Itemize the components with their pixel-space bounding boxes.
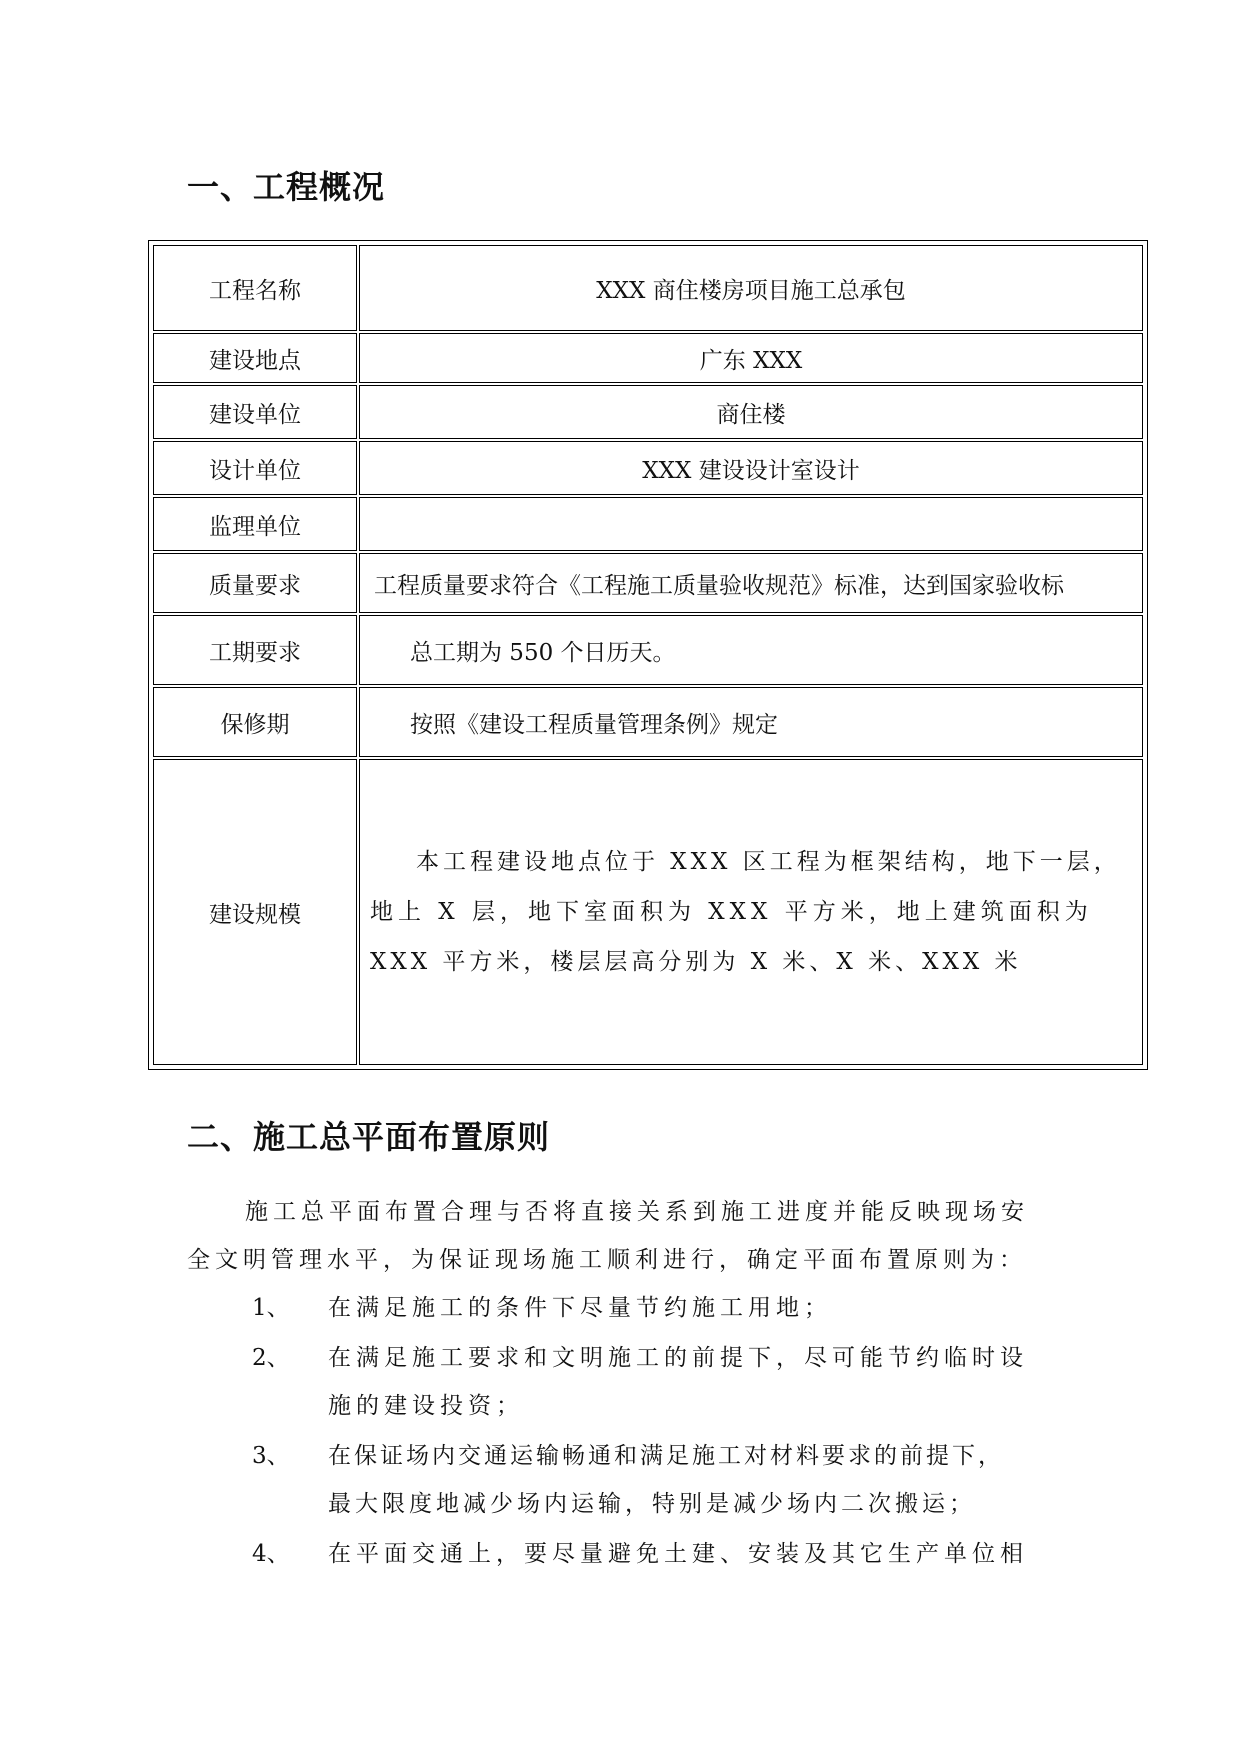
- label-supervisor: 监理单位: [153, 497, 357, 551]
- list-number-1: 1、: [252, 1295, 290, 1321]
- label-owner: 建设单位: [153, 385, 357, 439]
- table-row: [153, 245, 1143, 331]
- intro-line-1: 施工总平面布置合理与否将直接关系到施工进度并能反映现场安: [245, 1199, 1029, 1225]
- scale-line-3: XXX 平方米，楼层层高分别为 X 米、X 米、XXX 米: [370, 949, 1022, 975]
- section-title-layout-principles: 二、施工总平面布置原则: [187, 1118, 551, 1156]
- label-scale: 建设规模: [153, 759, 357, 1065]
- label-warranty: 保修期: [153, 687, 357, 757]
- list-number-3: 3、: [252, 1443, 290, 1469]
- list-item-3-line-2: 最大限度地减少场内运输，特别是减少场内二次搬运；: [328, 1491, 976, 1517]
- value-supervisor: [359, 497, 1143, 551]
- table-row: [153, 333, 1143, 383]
- label-designer: 设计单位: [153, 441, 357, 495]
- list-number-2: 2、: [252, 1345, 290, 1371]
- project-info-table: [148, 240, 1148, 1070]
- list-number-4: 4、: [252, 1541, 290, 1567]
- value-warranty: 按照《建设工程质量管理条例》规定: [359, 687, 1143, 757]
- table-row: [153, 497, 1143, 551]
- value-scale: [359, 759, 1143, 1065]
- table-row: [153, 615, 1143, 685]
- value-location: 广东 XXX: [359, 333, 1143, 383]
- table-row: [153, 385, 1143, 439]
- label-project-name: 工程名称: [153, 245, 357, 331]
- list-item-1-line-1: 在满足施工的条件下尽量节约施工用地；: [328, 1295, 832, 1321]
- table-row: [153, 441, 1143, 495]
- list-item-2-line-2: 施的建设投资；: [328, 1393, 524, 1419]
- list-item-4-line-1: 在平面交通上，要尽量避免土建、安装及其它生产单位相: [328, 1541, 1028, 1567]
- value-project-name: XXX 商住楼房项目施工总承包: [359, 245, 1143, 331]
- table-row: [153, 687, 1143, 757]
- table-row: [153, 553, 1143, 613]
- list-item-2-line-1: 在满足施工要求和文明施工的前提下，尽可能节约临时设: [328, 1345, 1028, 1371]
- value-schedule: 总工期为 550 个日历天。: [359, 615, 1143, 685]
- value-designer: XXX 建设设计室设计: [359, 441, 1143, 495]
- section-title-overview: 一、工程概况: [187, 168, 386, 206]
- scale-line-1: 本工程建设地点位于 XXX 区工程为框架结构，地下一层，: [416, 849, 1121, 875]
- intro-line-2: 全文明管理水平，为保证现场施工顺利进行，确定平面布置原则为：: [187, 1247, 1027, 1273]
- list-item-3-line-1: 在保证场内交通运输畅通和满足施工对材料要求的前提下，: [328, 1443, 1004, 1469]
- scale-line-2: 地上 X 层，地下室面积为 XXX 平方米，地上建筑面积为: [370, 899, 1093, 925]
- value-quality: 工程质量要求符合《工程施工质量验收规范》标准，达到国家验收标: [359, 553, 1143, 613]
- table-row: [153, 759, 1143, 1065]
- label-schedule: 工期要求: [153, 615, 357, 685]
- label-location: 建设地点: [153, 333, 357, 383]
- value-owner: 商住楼: [359, 385, 1143, 439]
- label-quality: 质量要求: [153, 553, 357, 613]
